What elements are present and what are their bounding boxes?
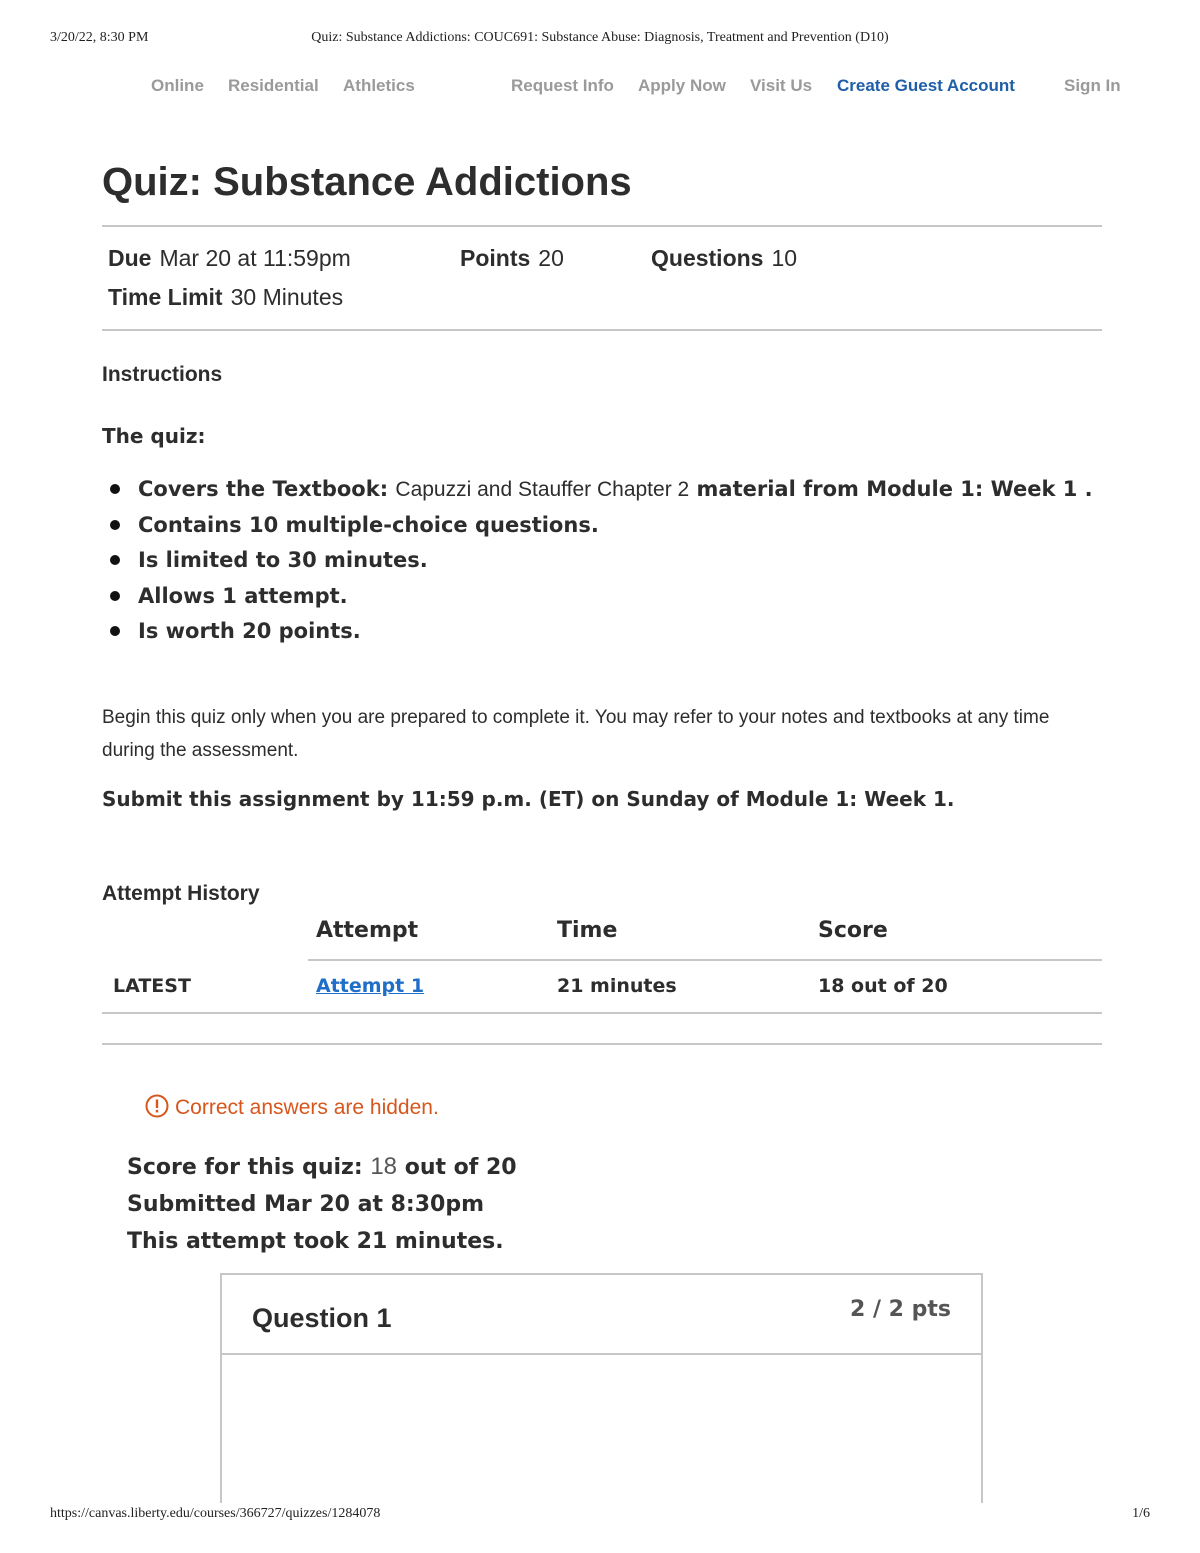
submitted-date: Submitted Mar 20 at 8:30pm [127,1192,485,1217]
submit-deadline-note: Submit this assignment by 11:59 p.m. (ET) on Sunday of Module 1: Week 1. [102,787,955,811]
points-value: 20 [538,245,564,271]
table-header-divider [308,959,1102,961]
instructions-list [108,472,1098,650]
page-title: Quiz: Substance Addictions [102,160,632,204]
section-divider [102,1043,1102,1045]
questions-value: 10 [771,245,798,271]
print-date: 3/20/22, 8:30 PM [50,30,149,45]
warning-icon [145,1094,169,1118]
time-limit-value: 30 Minutes [230,284,344,310]
nav-request-info[interactable]: Request Info [511,76,614,95]
print-page-title: Quiz: Substance Addictions: COUC691: Substance Abuse: Diagnosis, Treatment and Prevention (D10) [311,30,889,45]
bullet-covers-textbook: Capuzzi and Stauffer Chapter 2 [395,478,690,501]
print-footer [50,1506,1150,1526]
table-row-divider [102,1012,1102,1014]
notice-text: Correct answers are hidden. [175,1096,439,1119]
latest-tag: LATEST [113,975,191,997]
question-points: 2 / 2 pts [850,1297,951,1322]
print-header [50,30,1150,50]
attempt-score: 18 out of 20 [818,975,948,997]
correct-answers-notice [145,1094,439,1120]
column-header-time: Time [557,918,618,943]
questions-label: Questions [651,245,764,271]
print-page-number: 1/6 [1132,1506,1150,1521]
question-card [220,1273,983,1503]
attempt-1-link[interactable]: Attempt 1 [316,975,425,997]
score-suffix: out of 20 [404,1155,517,1180]
top-navigation [0,76,1200,100]
nav-residential[interactable]: Residential [228,76,319,95]
column-header-attempt: Attempt [316,918,419,943]
list-item: Allows 1 attempt. [108,579,1098,615]
nav-visit-us[interactable]: Visit Us [750,76,813,95]
nav-athletics[interactable]: Athletics [343,76,415,95]
points-label: Points [460,245,531,271]
points [460,245,564,272]
instructions-heading: Instructions [102,363,223,386]
instructions-paragraph: Begin this quiz only when you are prepared to complete it. You may refer to your notes and textbooks at any time during the assessment. [102,707,1050,761]
list-item [108,472,1098,508]
score-summary [127,1148,517,1260]
attempt-duration: This attempt took 21 minutes. [127,1229,504,1254]
nav-online[interactable]: Online [151,76,204,95]
bullet-covers-label: Covers the Textbook: [138,477,389,501]
print-url: https://canvas.liberty.edu/courses/366727/quizzes/1284078 [50,1506,381,1521]
due-label: Due [108,245,152,271]
question-header [222,1275,981,1355]
time-limit [108,284,343,311]
time-limit-label: Time Limit [108,284,223,310]
list-item: Contains 10 multiple-choice questions. [108,508,1098,544]
nav-apply-now[interactable]: Apply Now [638,76,726,95]
attempt-history-heading: Attempt History [102,882,260,905]
questions-count [651,245,797,272]
list-item: Is limited to 30 minutes. [108,543,1098,579]
nav-create-guest-account[interactable]: Create Guest Account [837,76,1015,95]
meta-divider [102,329,1102,331]
list-item: Is worth 20 points. [108,614,1098,650]
title-divider [102,225,1102,227]
score-prefix: Score for this quiz: [127,1155,363,1180]
quiz-score [127,1148,517,1186]
bullet-covers-module: material from Module 1: Week 1 . [696,477,1093,501]
score-value: 18 [370,1153,398,1180]
due-date [108,245,351,272]
due-value: Mar 20 at 11:59pm [159,245,351,271]
question-title: Question 1 [252,1303,392,1333]
quiz-subheading: The quiz: [102,424,206,448]
nav-sign-in[interactable]: Sign In [1064,76,1121,95]
column-header-score: Score [818,918,888,943]
attempt-time: 21 minutes [557,975,677,997]
